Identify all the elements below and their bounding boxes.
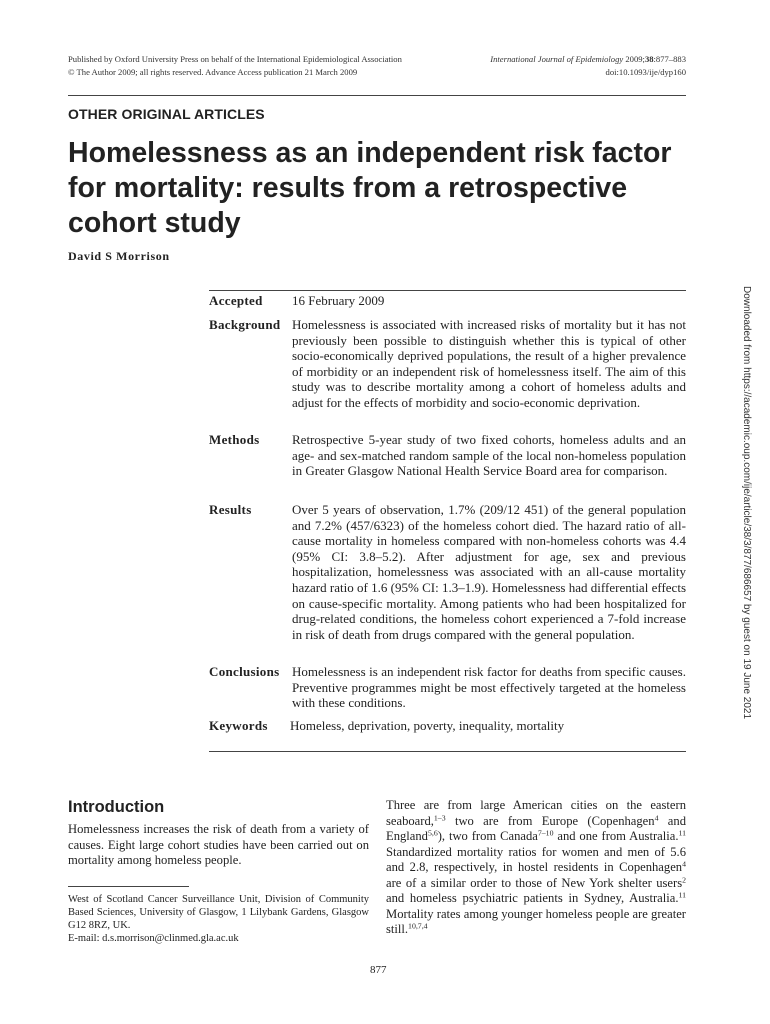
background-label: Background — [209, 317, 281, 332]
citation: 2 — [682, 875, 686, 885]
citation: 11 — [678, 828, 686, 838]
text-run: and homeless psychiatric patients in Sydney, Australia. — [386, 891, 679, 905]
background-text: Homelessness is associated with increased risks of mortality but it has not previously been possible to distinguish whether this is typical of other socio-economically deprived populations, the result of a higher prevalence of morbidity or an independent risk of homelessness itself. The aim of this study was to describe mortality among a cohort of homeless adults and adjust for the effects of morbidity and socio-economic deprivation. — [292, 317, 686, 410]
article-title — [68, 136, 688, 241]
footnote-rule — [68, 886, 189, 887]
citation: 10,7,4 — [408, 921, 428, 931]
accepted-date: 16 February 2009 — [292, 293, 385, 308]
results-text: Over 5 years of observation, 1.7% (209/12 451) of the general population and 7.2% (457/6323) of the homeless cohort died. The hazard ratio of all-cause mortality in homeless compared with non-homeless cohorts was 4.4 (95% CI: 3.8–5.2). After adjustment for age, sex and previous hospitalization, homelessness was associated with an all-cause mortality hazard ratio of 1.6 (95% CI: 1.3–1.9). Homelessness had differential effects on cause-specific mortality. Among patients who had been hospitalized for drug-related conditions, the homeless cohort experienced a 7-fold increase in risk of death from drugs compared with the general population. — [292, 502, 686, 642]
intro-paragraph: Homelessness increases the risk of death from a variety of causes. Eight large cohort studies have been carried out on mortality among homeless people. — [68, 822, 369, 867]
keywords-label: Keywords — [209, 718, 268, 733]
methods-text: Retrospective 5-year study of two fixed cohorts, homeless adults and an age- and sex-matched random sample of the local non-homeless population in Greater Glasgow National Health Service Board area for comparison. — [292, 432, 686, 479]
citation: 5,6 — [427, 828, 438, 838]
affiliation: West of Scotland Cancer Surveillance Unit, Division of Community Based Sciences, University of Glasgow, 1 Lilybank Gardens, Glasgow G12 8RZ, UK. — [68, 894, 369, 931]
keywords-text: Homeless, deprivation, poverty, inequality, mortality — [290, 718, 565, 733]
download-note: Downloaded from https://academic.oup.com/ije/article/38/3/877/686657 by guest on 19 June 2021 — [741, 286, 752, 720]
journal-year: 2009; — [623, 54, 645, 64]
title-line-3: cohort study — [68, 207, 241, 239]
citation: 1–3 — [433, 813, 446, 823]
journal-header — [456, 53, 686, 78]
doi: doi:10.1093/ije/dyp160 — [605, 66, 686, 77]
journal-pages: :877–883 — [653, 54, 686, 64]
journal-volume: 38 — [644, 54, 654, 64]
abstract-bottom-rule — [209, 751, 686, 752]
results-label: Results — [209, 502, 252, 517]
author: David S Morrison — [68, 249, 170, 263]
journal-citation — [456, 53, 686, 66]
intro-heading: Introduction — [68, 798, 165, 816]
text-run: Standardized mortality ratios for women and men of 5.6 and 2.8, respectively, in hostel residents in Copenhagen — [386, 844, 686, 874]
text-run: are of a similar order to those of New York shelter users — [386, 875, 683, 890]
text-run: and England — [386, 813, 686, 843]
title-line-1: Homelessness as an independent risk factor — [68, 137, 672, 169]
citation: 7–10 — [537, 828, 554, 838]
abstract-top-rule — [209, 290, 686, 291]
section-label: OTHER ORIGINAL ARTICLES — [68, 106, 265, 122]
publisher-line: Published by Oxford University Press on behalf of the International Epidemiological Association — [68, 54, 402, 64]
page-number: 877 — [370, 964, 387, 976]
text-run: two are from Europe (Copenhagen — [445, 813, 655, 828]
conclusions-text: Homelessness is an independent risk factor for deaths from specific causes. Preventive programmes might be most effectively targeted at the homeless with these conditions. — [292, 664, 686, 711]
methods-label: Methods — [209, 432, 260, 447]
publisher-header — [68, 53, 488, 78]
text-run: and one from Australia. — [553, 829, 679, 843]
journal-name: International Journal of Epidemiology — [490, 54, 624, 64]
text-run: Mortality rates among younger homeless people are greater still. — [386, 906, 686, 936]
text-run: ), two from Canada — [437, 829, 538, 843]
accepted-label: Accepted — [209, 293, 263, 308]
email-line: E-mail: d.s.morrison@clinmed.gla.ac.uk — [68, 933, 239, 944]
citation: 4 — [682, 859, 686, 869]
citation: 11 — [678, 890, 686, 900]
footnote — [68, 893, 369, 945]
text-run: Three are from large American cities on the eastern seaboard, — [386, 798, 686, 828]
right-column-paragraph — [386, 798, 686, 938]
copyright-line: © The Author 2009; all rights reserved. Advance Access publication 21 March 2009 — [68, 66, 358, 77]
conclusions-label: Conclusions — [209, 664, 280, 679]
citation: 4 — [654, 813, 659, 823]
header-rule — [68, 95, 686, 96]
title-line-2: for mortality: results from a retrospective — [68, 172, 628, 204]
